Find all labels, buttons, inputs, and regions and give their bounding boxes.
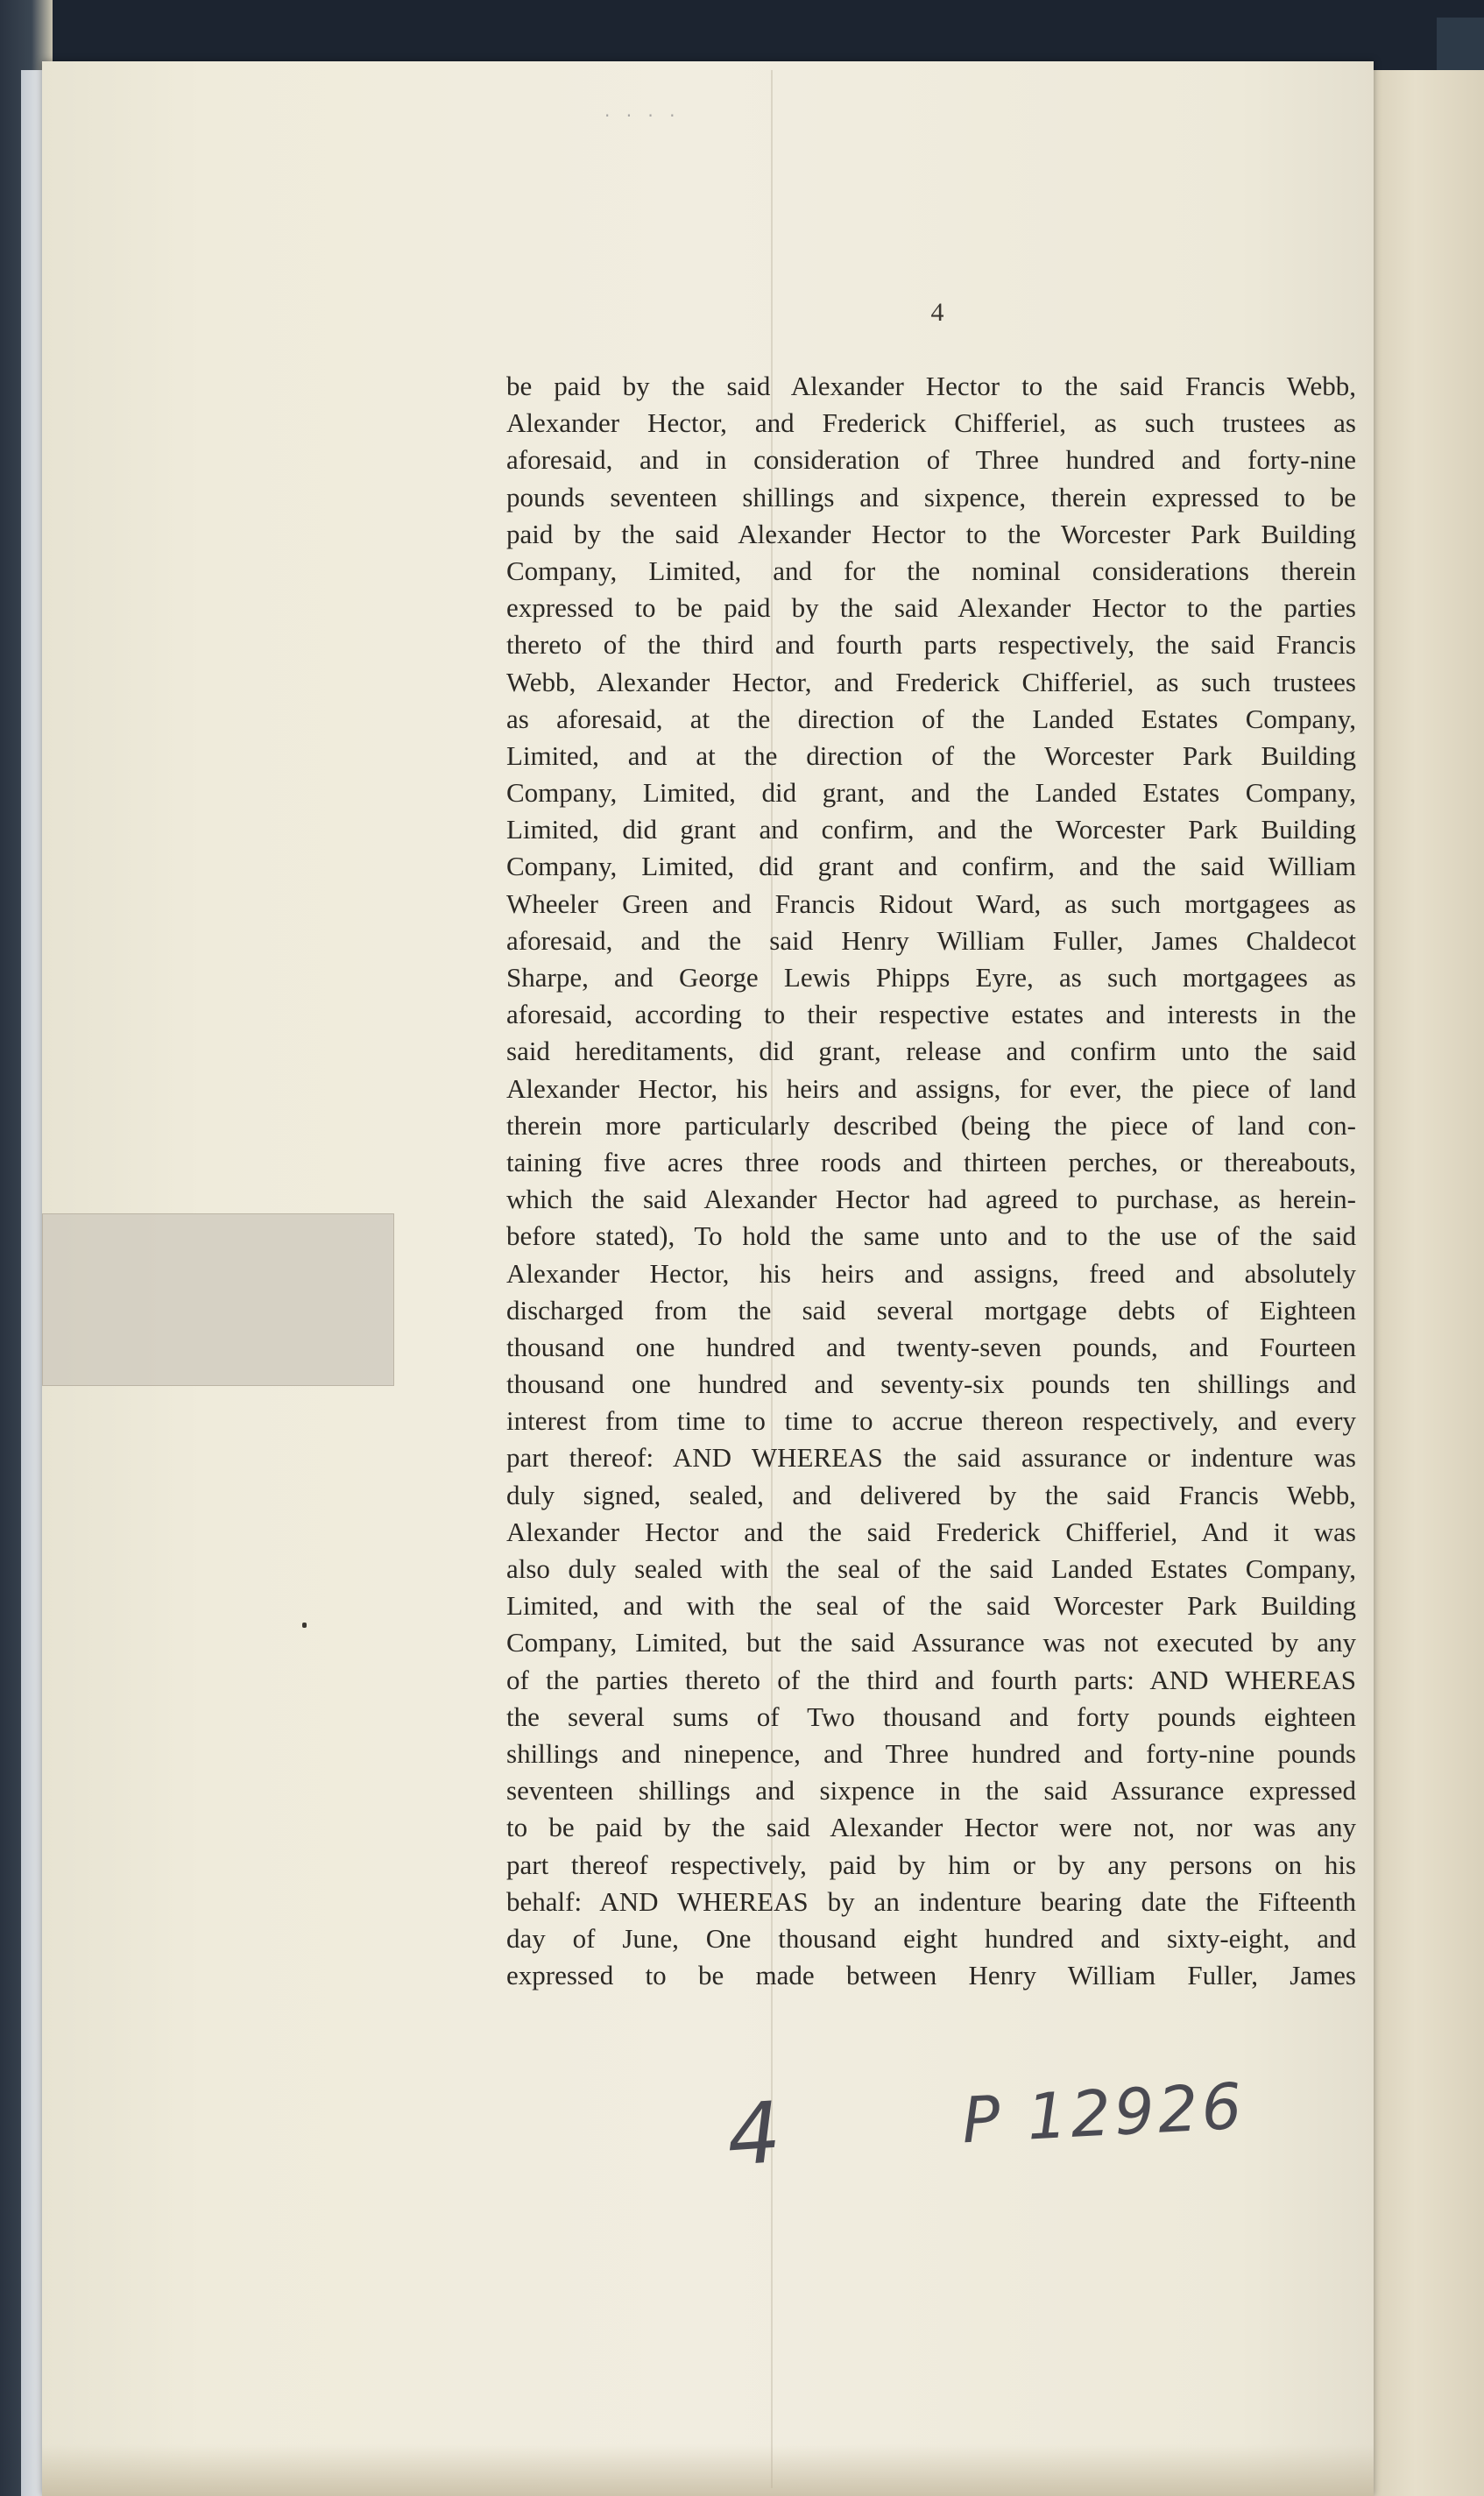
text-line: Company, Limited, and for the nominal considerations therein	[506, 555, 1356, 586]
text-line: Alexander Hector, his heirs and assigns, for ever, the piece of land	[506, 1072, 1356, 1104]
underlying-page	[1367, 70, 1484, 2496]
text-line: Sharpe, and George Lewis Phipps Eyre, as such mortgagees as	[506, 962, 1356, 993]
text-line: behalf: AND WHEREAS by an indenture bearing date the Fifteenth	[506, 1885, 1356, 1917]
text-line: Alexander Hector, and Frederick Chifferiel, as such trustees as	[506, 407, 1356, 439]
text-line: discharged from the said several mortgage debts of Eighteen	[506, 1294, 1356, 1326]
underlying-binding-strip	[1437, 18, 1484, 70]
text-line: Alexander Hector and the said Frederick Chifferiel, And it was	[506, 1516, 1356, 1547]
text-line: Company, Limited, but the said Assurance was not executed by any	[506, 1627, 1356, 1658]
text-line: Limited, and with the seal of the said Worcester Park Building	[506, 1590, 1356, 1622]
text-line: paid by the said Alexander Hector to the Worcester Park Building	[506, 518, 1356, 549]
text-line: shillings and ninepence, and Three hundred and forty-nine pounds	[506, 1737, 1356, 1769]
text-line: part thereof respectively, paid by him or by any persons on his	[506, 1849, 1356, 1880]
text-line: therein more particularly described (being the piece of land con-	[506, 1109, 1356, 1141]
text-line: Wheeler Green and Francis Ridout Ward, as such mortgagees as	[506, 887, 1356, 919]
text-line: expressed to be paid by the said Alexander Hector to the parties	[506, 592, 1356, 624]
text-line: Alexander Hector, his heirs and assigns, freed and absolutely	[506, 1257, 1356, 1289]
page-number: 4	[930, 298, 944, 327]
text-line: said hereditaments, did grant, release and confirm unto the said	[506, 1036, 1356, 1067]
text-line: interest from time to time to accrue thereon respectively, and every	[506, 1405, 1356, 1437]
text-line: part thereof: AND WHEREAS the said assurance or indenture was	[506, 1442, 1356, 1474]
text-line: Company, Limited, did grant and confirm, and the said William	[506, 851, 1356, 882]
handwritten-folio-number: 4	[724, 2083, 784, 2185]
text-line: aforesaid, and in consideration of Three hundred and forty-nine	[506, 444, 1356, 476]
text-line: pounds seventeen shillings and sixpence, therein expressed to be	[506, 481, 1356, 513]
body-text	[506, 368, 1356, 1994]
text-line: be paid by the said Alexander Hector to the said Francis Webb,	[506, 371, 1356, 401]
text-line: taining five acres three roods and thirteen perches, or thereabouts,	[506, 1146, 1356, 1177]
text-line: of the parties thereto of the third and fourth parts: AND WHEREAS	[506, 1664, 1356, 1695]
text-line: seventeen shillings and sixpence in the said Assurance expressed	[506, 1775, 1356, 1807]
repair-tape	[42, 1213, 394, 1386]
text-line: expressed to be made between Henry William Fuller, James	[506, 1960, 1356, 1991]
pencil-marks-top: · · · ·	[604, 105, 681, 126]
text-line: aforesaid, and the said Henry William Fuller, James Chaldecot	[506, 924, 1356, 956]
text-line: thousand one hundred and seventy-six pounds ten shillings and	[506, 1368, 1356, 1400]
text-line: to be paid by the said Alexander Hector were not, nor was any	[506, 1812, 1356, 1843]
text-line: as aforesaid, at the direction of the Landed Estates Company,	[506, 703, 1356, 734]
text-line: Limited, did grant and confirm, and the Worcester Park Building	[506, 814, 1356, 845]
text-line: aforesaid, according to their respective estates and interests in the	[506, 999, 1356, 1030]
text-line: thereto of the third and fourth parts respectively, the said Francis	[506, 629, 1356, 661]
page-bottom-wear	[42, 2444, 1374, 2496]
text-line: the several sums of Two thousand and forty pounds eighteen	[506, 1701, 1356, 1732]
handwritten-reference-number: P 12926	[960, 2068, 1247, 2158]
text-line: before stated), To hold the same unto and to the use of the said	[506, 1220, 1356, 1252]
text-line: Company, Limited, did grant, and the Landed Estates Company,	[506, 777, 1356, 809]
ink-dot	[302, 1623, 307, 1628]
text-line: duly signed, sealed, and delivered by the said Francis Webb,	[506, 1479, 1356, 1510]
text-line: thousand one hundred and twenty-seven pounds, and Fourteen	[506, 1331, 1356, 1362]
text-line: Webb, Alexander Hector, and Frederick Chifferiel, as such trustees	[506, 666, 1356, 697]
text-line: which the said Alexander Hector had agreed to purchase, as herein-	[506, 1184, 1356, 1215]
text-line: Limited, and at the direction of the Worcester Park Building	[506, 739, 1356, 771]
text-line: also duly sealed with the seal of the said Landed Estates Company,	[506, 1553, 1356, 1584]
text-line: day of June, One thousand eight hundred and sixty-eight, and	[506, 1922, 1356, 1954]
